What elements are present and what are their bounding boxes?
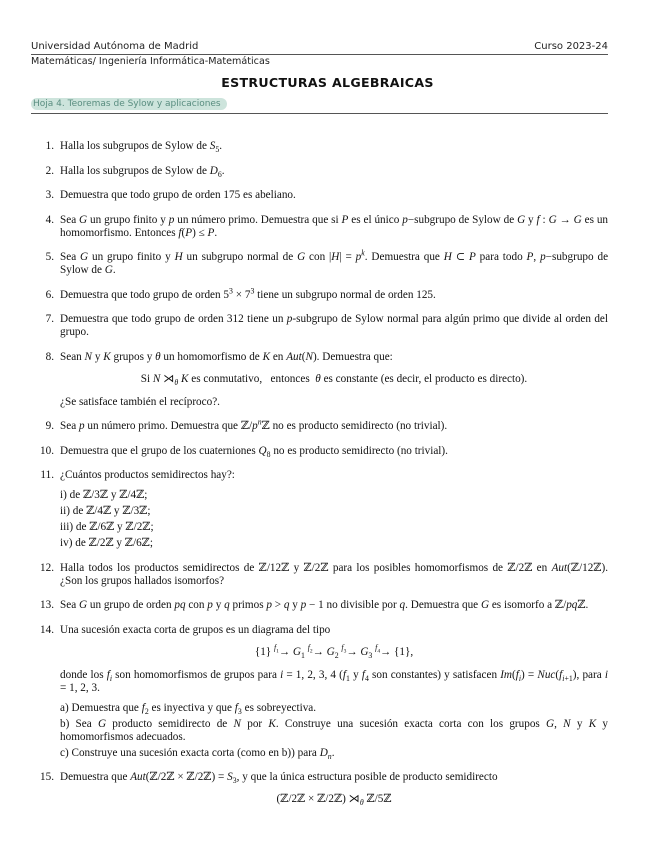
- problem-item: [31, 285, 608, 302]
- problem-item: [31, 562, 608, 588]
- problem-text: Demuestra que todo grupo de orden 175 es abeliano.: [60, 189, 296, 201]
- problem-text: Sea G un grupo finito y H un subgrupo normal de G con $|H| = p^k$. Demuestra que H ⊂ P para todo P, p−subgrupo de Sylow de G.: [60, 248, 609, 276]
- problem-item: [31, 417, 608, 433]
- problem-text: ¿Cuántos productos semidirectos hay?: i) de ℤ/3ℤ y ℤ/4ℤ; ii) de ℤ/4ℤ y ℤ/3ℤ; iii) de ℤ/6ℤ y ℤ/2ℤ; iv) de ℤ/2ℤ y ℤ/6ℤ;: [60, 469, 235, 549]
- problem-item: [31, 624, 608, 760]
- degree-name: Matemáticas/ Ingeniería Informática-Matemáticas: [31, 56, 270, 67]
- title-rule: [31, 113, 608, 114]
- problem-text: Demuestra que Aut(ℤ/2ℤ × ℤ/2ℤ) = $S_3$, y que la única estructura posible de producto semidirecto (ℤ/2ℤ × ℤ/2ℤ) $⋊_\theta$ ℤ/5ℤ: [60, 771, 498, 808]
- problem-text: Demuestra que todo grupo de orden 312 tiene un p-subgrupo de Sylow normal para algún primo que divide al orden del grupo.: [60, 313, 608, 338]
- problem-text: Sean N y K grupos y θ un homomorfismo de K en Aut(N). Demuestra que: Si N $⋊_\theta$ K es conmutativo, entonces θ es constante (es decir, el producto es directo). ¿Se satisface también el recíproco?.: [60, 350, 528, 408]
- sheet-label: Hoja 4. Teoremas de Sylow y aplicaciones: [31, 98, 227, 110]
- problem-item: [31, 469, 608, 550]
- problem-item: [31, 445, 608, 458]
- university-name: Universidad Autónoma de Madrid: [31, 41, 199, 52]
- problem-text: Halla los subgrupos de Sylow de $D_6$.: [60, 164, 225, 179]
- problem-number: 15.: [40, 771, 54, 783]
- problem-item: [31, 771, 608, 806]
- problem-number: 9.: [45, 420, 54, 432]
- problem-item: [31, 313, 608, 339]
- problem-item: [31, 189, 608, 202]
- problem-text: Sea p un número primo. Demuestra que $ℤ/p^nℤ$ no es producto semidirecto (no trivial).: [60, 417, 448, 432]
- problem-number: 2.: [45, 164, 54, 177]
- problem-number: 4.: [45, 213, 54, 226]
- problem-number: 1.: [45, 140, 54, 152]
- course-year: Curso 2023-24: [534, 41, 608, 52]
- problem-item: [31, 214, 608, 240]
- document-title: ESTRUCTURAS ALGEBRAICAS: [221, 75, 434, 90]
- problem-text: Una sucesión exacta corta de grupos es un diagrama del tipo {1} $^{f_1}\to G_1$ $^{f_2}\to G_2$ $^{f_3}\to G_3$ $^{f_4}$→ {1}, donde los $f_i$ son homomorfismos de grupos para i = 1, 2, 3, 4 ($f_1$ y $f_4$ son constantes) y satisfacen $Im(f_i) = Nuc(f_{i+1})$, para i = 1, 2, 3. a) Demuestra que $f_2$ es inyectiva y que $f_3$ es sobreyectiva. b) Sea G producto semidirecto de N por K. Construye una sucesión exacta corta con los grupos G, N y K y homomorfismos adecuados. c) Construye una sucesión exacta corta (como en b)) para $D_n$.: [60, 623, 609, 761]
- problem-number: 13.: [40, 599, 54, 611]
- problem-text: Halla los subgrupos de Sylow de $S_5$.: [60, 140, 223, 155]
- problem-number: 6.: [45, 288, 54, 301]
- header-row: [31, 41, 608, 54]
- header-rule: [31, 54, 608, 55]
- problem-item: [31, 140, 608, 153]
- problem-text: Demuestra que todo grupo de orden $5^3 \times 7^3$ tiene un subgrupo normal de orden 125.: [60, 285, 436, 301]
- problem-text: Halla todos los productos semidirectos de ℤ/12ℤ y ℤ/2ℤ para los posibles homomorfismos de ℤ/2ℤ en Aut(ℤ/12ℤ). ¿Son los grupos hallados isomorfos?: [60, 561, 608, 587]
- problem-number: 3.: [45, 189, 54, 201]
- problem-number: 10.: [40, 444, 54, 457]
- problem-item: [31, 351, 608, 409]
- problem-text: Sea G un grupo de orden pq con p y q primos p > q y p − 1 no divisible por q. Demuestra que G es isomorfo a ℤ/pqℤ.: [60, 599, 589, 611]
- problem-item: [31, 165, 608, 178]
- problem-number: 11.: [40, 469, 54, 481]
- problem-number: 5.: [45, 251, 54, 263]
- problem-item: [31, 599, 608, 612]
- problem-list: [31, 140, 608, 818]
- problem-number: 7.: [45, 313, 54, 325]
- problem-number: 12.: [40, 561, 54, 574]
- problem-item: [31, 248, 609, 277]
- problem-number: 14.: [40, 623, 54, 636]
- problem-number: 8.: [45, 350, 54, 363]
- problem-text: Sea G un grupo finito y p un número primo. Demuestra que si P es el único p−subgrupo de Sylow de G y f : G → G es un homomorfismo. Entonces f(P) ≤ P.: [60, 213, 609, 239]
- problem-text: Demuestra que el grupo de los cuaterniones $Q_8$ no es producto semidirecto (no trivial).: [60, 444, 448, 459]
